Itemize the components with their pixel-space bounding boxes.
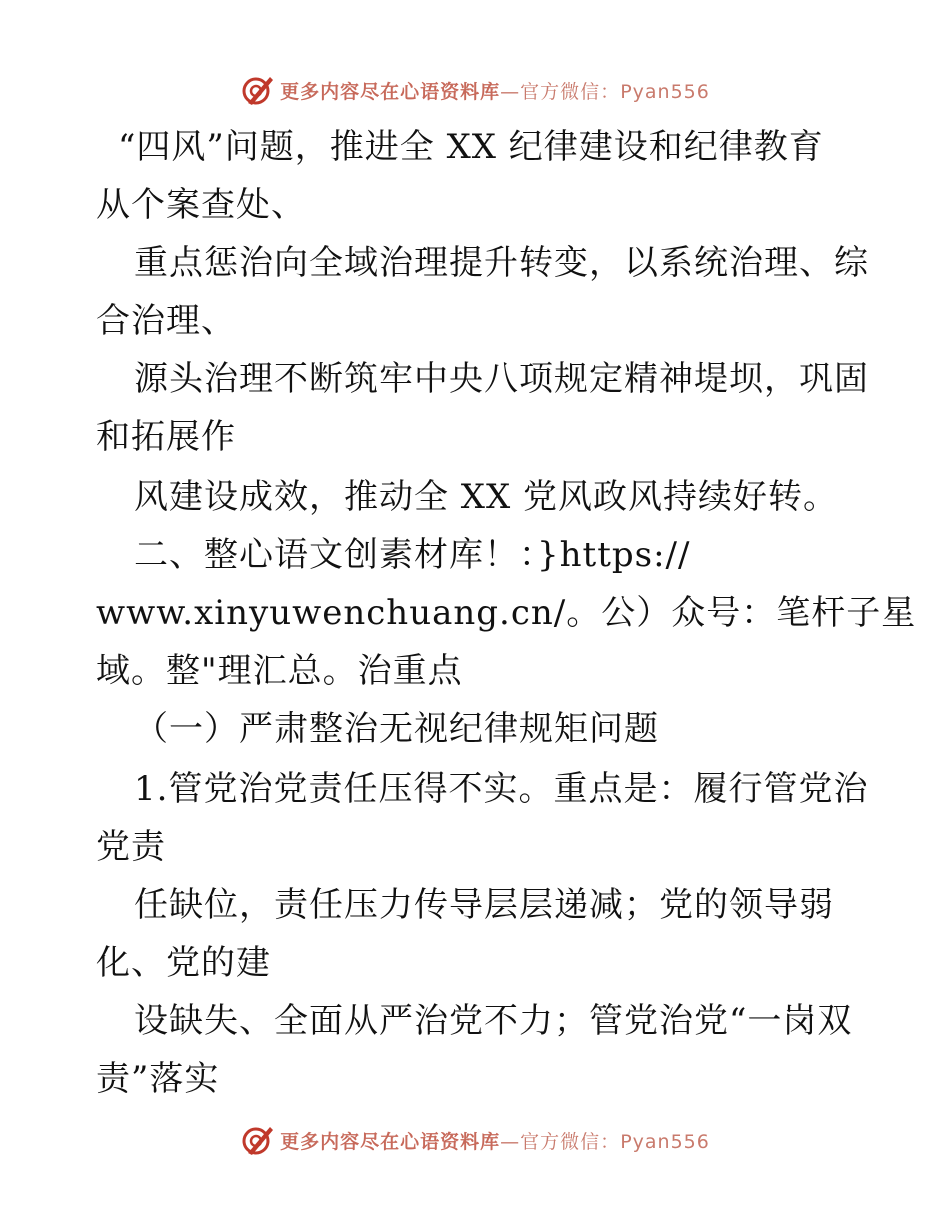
body-line: 风建设成效，推动全 XX 党风政风持续好转。	[134, 477, 839, 517]
body-line: 设缺失、全面从严治党不力；管党治党“一岗双	[134, 1001, 853, 1041]
body-line: 任缺位，责任压力传导层层递减；党的领导弱	[134, 885, 834, 925]
body-line: 合治理、	[96, 301, 236, 341]
body-line: 党责	[96, 827, 166, 867]
body-line: 源头治理不断筑牢中央八项规定精神堤坝，巩固	[134, 359, 869, 399]
body-line: “四风”问题，推进全 XX 纪律建设和纪律教育	[118, 127, 824, 167]
footer-banner-text: 更多内容尽在心语资料库—官方微信：Pyan556	[280, 1130, 710, 1153]
pen-logo-icon	[240, 1123, 274, 1157]
pen-logo-icon	[240, 73, 274, 107]
body-line: 二、整心语文创素材库！：}https://	[134, 535, 691, 575]
body-line: 从个案查处、	[96, 185, 306, 225]
header-watermark-banner	[0, 70, 950, 110]
body-line: 域。整"理汇总。治重点	[96, 651, 463, 691]
header-banner-text: 更多内容尽在心语资料库—官方微信：Pyan556	[280, 80, 710, 103]
body-line: 和拓展作	[96, 417, 236, 457]
footer-watermark-banner	[0, 1120, 950, 1160]
body-line: 责”落实	[96, 1059, 220, 1099]
body-line: www.xinyuwenchuang.cn/。公）众号：笔杆子星	[96, 593, 917, 633]
body-line: 1.管党治党责任压得不实。重点是：履行管党治	[134, 769, 869, 809]
section-heading: （一）严肃整治无视纪律规矩问题	[134, 709, 659, 749]
body-line: 化、党的建	[96, 943, 271, 983]
body-line: 重点惩治向全域治理提升转变，以系统治理、综	[134, 243, 869, 283]
